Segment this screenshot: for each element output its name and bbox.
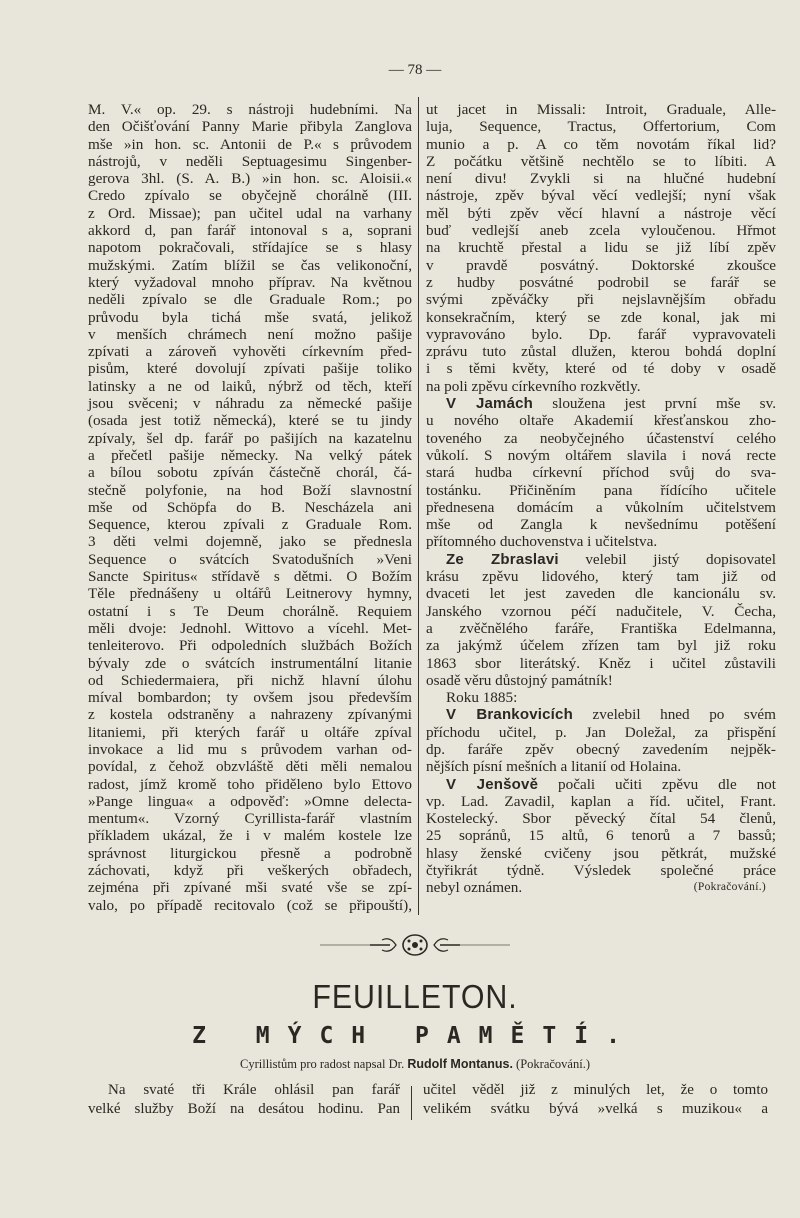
- text-line: průvodu byla tichá mše svatá, jelikož: [88, 308, 412, 326]
- text-line: [426, 136, 776, 153]
- text-line: [426, 378, 776, 395]
- line-text: stará hudba církevní příchod svůj do sva-: [426, 464, 776, 482]
- text-line: příkladem ukázal, že i v malém kostele lze: [88, 827, 412, 845]
- line-text: počali učiti zpěvu dle not: [538, 775, 776, 793]
- line-text: buď vedlejší aneb zcela vyloučenou. Hřmot: [426, 222, 776, 240]
- line-text: 1863 sbor literátský. Kněz i učitel zůstavili: [426, 654, 776, 672]
- text-line: v menších chrámech není možno pašije: [88, 325, 412, 343]
- text-line: neděli zpívalo se dle Graduale Rom.; po: [88, 291, 412, 309]
- line-text: 25 sopránů, 15 altů, 6 tenorů a 7 bassů;: [426, 827, 776, 845]
- page-number: — 78 —: [388, 62, 442, 78]
- text-line: [426, 620, 776, 637]
- text-line: radost, jímž kromě toho přiděleno bylo Ettovo: [88, 775, 412, 793]
- text-line: [426, 309, 776, 326]
- text-line: (osada jest totiž německá), které se tu jindy: [88, 412, 412, 430]
- line-text: zprávu tuto zůstal dlužen, kterou bohdá doplní: [426, 343, 776, 361]
- text-line: latinsky a ne od laiků, nýbrž od těch, kteří: [88, 377, 412, 395]
- text-line: [426, 430, 776, 447]
- text-line: akkord d, pan farář intonoval s a, soprani: [88, 222, 412, 240]
- line-text: luja, Sequence, Tractus, Offertorium, Com: [426, 118, 776, 136]
- text-line: bývaly zde o svátcích instrumentální litanie: [88, 654, 412, 672]
- text-line: zpívaly, šel dp. farář po pašijích na kazatelnu: [88, 429, 412, 447]
- text-line: litaniemi, při kterých farář u oltáře zpíval: [88, 723, 412, 741]
- text-line: [426, 845, 776, 862]
- line-text: přednesena domácím a vůkolním učitelstvem: [426, 498, 776, 516]
- feuilleton-column-divider: [411, 1086, 412, 1120]
- line-text: nějších písní mešních a litanií od Holaina.: [426, 758, 682, 776]
- text-line: a bílou sobotu zpíván částečně chorál, čá-: [88, 464, 412, 482]
- line-text: v pravdě posvátný. Doktorské zkoušce: [426, 256, 776, 274]
- text-line: zejména při zpívané mši svaté vše se zpí-: [88, 879, 412, 897]
- text-line: [426, 412, 776, 429]
- line-text: Kostelecký. Sbor pěvecký čítal 54 členů,: [426, 810, 776, 828]
- line-text: Janského vzornou péčí nadučitele, V. Čecha,: [426, 602, 776, 620]
- text-line: Na svaté tři Krále ohlásil pan farář: [108, 1082, 400, 1098]
- right-column: [426, 101, 776, 897]
- text-line: mentum«. Vzorný Cyrillista-farář vlastním: [88, 810, 412, 828]
- line-text: osadě věru důstojný památník!: [426, 671, 613, 689]
- text-line: jsou svěceni; v náhradu za německé pašije: [88, 395, 412, 413]
- line-text: z hudby posvátné podrobil se farář se: [426, 273, 776, 291]
- line-text: zvelebil hned po svém: [572, 706, 776, 724]
- text-line: [426, 482, 776, 499]
- line-text: konsekračním, který se zde konal, jak mi: [426, 308, 776, 326]
- text-line: z kostela odstraněny a nahrazeny zpívanými: [88, 706, 412, 724]
- text-line: den Očišťování Panny Marie přibyla Zanglova: [88, 118, 412, 136]
- text-line: [426, 222, 776, 239]
- line-text: mše od Zangla k nevšednímu potěšení: [426, 516, 776, 534]
- column-divider: [418, 97, 419, 915]
- byline-text: Cyrillistům pro radost napsal Dr.: [240, 1057, 408, 1071]
- text-line: učitel věděl již z minulých let, že o tomto: [423, 1082, 768, 1098]
- text-line: Těle přednášeny u oltářů Leitnerovy hymny,: [88, 585, 412, 603]
- line-text: u nového oltaře Akademií křesťanskou zho-: [426, 412, 776, 430]
- line-text: není divu! Zvykli si na hlučné hudební: [426, 170, 776, 188]
- line-text: na kruchtě přestal a lidu se již líbí zpěv: [426, 239, 776, 257]
- text-line: zpívati a zároveň vyhověti církevním před-: [88, 343, 412, 361]
- text-line: stečně polyfonie, na hod Boží slavnostní: [88, 481, 412, 499]
- text-line: M. V.« op. 29. s nástroji hudebními. Na: [88, 101, 412, 118]
- line-text: i s těmi květy, které od té doby v osadě: [426, 360, 776, 378]
- feuilleton-left-column: [88, 1081, 400, 1119]
- line-text: svými zpěváčky při nejslavnějším obřadu: [426, 291, 776, 309]
- text-line: [426, 239, 776, 256]
- text-line: [426, 637, 776, 654]
- line-text: tostánku. Přičiněním pana řídícího učitele: [426, 481, 776, 499]
- feuilleton-right-column: [423, 1081, 768, 1119]
- text-line: [426, 153, 776, 170]
- text-line: [426, 568, 776, 585]
- text-line: který vyžadoval mnoho příprav. Na květnou: [88, 273, 412, 291]
- line-text: za jakýmž účelem zřízen tam byl již roku: [426, 637, 776, 655]
- text-line: velikém svátku bývá »velká s muzikou« a: [423, 1101, 768, 1117]
- line-text: dvaceti let jest zaveden dle kancionálu sv.: [426, 585, 776, 603]
- text-line: Credo zpívalo se obyčejně chorálně (III.: [88, 187, 412, 205]
- text-line: [426, 862, 776, 879]
- text-line: [426, 326, 776, 343]
- place-heading: V Jamách: [446, 395, 534, 413]
- author-name: Rudolf Montanus.: [407, 1057, 513, 1071]
- text-line: [426, 879, 776, 896]
- text-line: z Ord. Missae); pan učitel udal na varhany: [88, 204, 412, 222]
- text-line: [426, 810, 776, 827]
- text-line: invokace a lid mu s průvodem varhan od-: [88, 740, 412, 758]
- text-line: [426, 603, 776, 620]
- line-text: vp. Lad. Zavadil, kaplan a říd. učitel, Frant.: [426, 792, 776, 810]
- place-heading: Ze Zbraslavi: [446, 550, 559, 568]
- line-text: příchodu učitel, p. Jan Doležal, za přispění: [426, 723, 776, 741]
- text-line: tenleiterovo. Při odpoledních službách Božích: [88, 637, 412, 655]
- text-line: gerova 3hl. (S. A. B.) »in hon. sc. Aloisii.«: [88, 170, 412, 188]
- text-line: [426, 533, 776, 550]
- text-line: [426, 585, 776, 602]
- line-text: munio a p. A co těm novotám říkal lid?: [426, 135, 776, 153]
- line-text: vůkolí. S novým oltářem slavila i nová recte: [426, 446, 776, 464]
- text-line: [426, 776, 776, 793]
- text-line: [426, 499, 776, 516]
- text-line: povídal, z čehož obzvláště děti měli nemalou: [88, 758, 412, 776]
- line-text: čtyřikrát týdně. Výsledek společné práce: [426, 862, 776, 880]
- line-text: toveného za neobyčejného účastenství celého: [426, 429, 776, 447]
- text-line: [426, 464, 776, 481]
- byline: [0, 1057, 800, 1072]
- line-text: hlasy ženské cvičeny jsou pětkrát, mužské: [426, 844, 776, 862]
- text-line: [426, 724, 776, 741]
- line-text: ut jacet in Missali: Introit, Graduale, Alle-: [426, 101, 776, 118]
- text-line: měli dvoje: Jednohl. Wittovo a vícehl. Met-: [88, 619, 412, 637]
- place-heading: V Jenšově: [446, 775, 539, 793]
- line-text: nástroje, zpěv býval věcí vedlejší; nyní však: [426, 187, 776, 205]
- text-line: míval bombardon; ty ovšem jsou především: [88, 689, 412, 707]
- text-line: Sancte Spiritus« střídavě s dětmi. O Božím: [88, 568, 412, 586]
- line-text: velebil jistý dopisovatel: [558, 550, 776, 568]
- text-line: [426, 827, 776, 844]
- text-line: [426, 793, 776, 810]
- line-text: Z počátku většině nechtělo se to líbiti. A: [426, 152, 776, 170]
- line-text: vypravováno bylo. Dp. farář vypravovateli: [426, 325, 776, 343]
- text-line: [426, 741, 776, 758]
- text-line: nástrojů, v neděli Septuagesimu Singenber-: [88, 152, 412, 170]
- line-text: přítomného duchovenstva i učitelstva.: [426, 533, 658, 551]
- text-line: valo, po případě recitovalo (což se připouští),: [88, 896, 412, 914]
- article-title: Z MÝCH PAMĚTÍ.: [192, 1023, 638, 1049]
- text-line: mužskými. Zatím blížil se čas velikonoční,: [88, 256, 412, 274]
- text-line: velké služby Boží na desátou hodinu. Pan: [88, 1101, 400, 1117]
- left-column: [88, 101, 412, 914]
- text-line: [426, 257, 776, 274]
- text-line: Sequence, kterou zpívali z Graduale Rom.: [88, 516, 412, 534]
- text-line: [426, 118, 776, 135]
- text-line: mše »in hon. sc. Antonii de P.« s průvodem: [88, 135, 412, 153]
- text-line: [426, 655, 776, 672]
- line-text: nebyl oznámen.: [426, 879, 523, 897]
- text-line: [426, 205, 776, 222]
- text-line: [426, 170, 776, 187]
- text-line: napotom pokračovali, střídajíce se s hlasy: [88, 239, 412, 257]
- text-line: [426, 551, 776, 568]
- line-text: krásu zpěvu lidového, který tam již od: [426, 568, 776, 586]
- line-text: a zvěčnělého faráře, Františka Edelmanna,: [426, 619, 776, 637]
- text-line: a přečetl pašije německy. Na velký pátek: [88, 446, 412, 464]
- text-line: Sequence o svátcích Svatodušních »Veni: [88, 550, 412, 568]
- line-text: sloužena jest první mše sv.: [533, 395, 776, 413]
- text-line: [426, 274, 776, 291]
- line-text: měl býti zpěv věcí hlavní a nástroje věcí: [426, 204, 776, 222]
- text-line: mše od Schöpfa do B. Nescházela ani: [88, 498, 412, 516]
- text-line: »Pange lingua« a odpověď: »Omne delecta-: [88, 792, 412, 810]
- text-line: [426, 187, 776, 204]
- text-line: [426, 291, 776, 308]
- ornament-divider-icon: [320, 932, 510, 958]
- text-line: záchovati, když při veškerých obřadech,: [88, 862, 412, 880]
- text-line: [426, 672, 776, 689]
- text-line: správnost liturgickou přesně a podrobně: [88, 844, 412, 862]
- continued-note: (Pokračování.): [693, 881, 766, 894]
- text-line: [426, 447, 776, 464]
- text-line: ostatní i s Te Deum chorálně. Requiem: [88, 602, 412, 620]
- continued-note: (Pokračování.): [512, 1057, 590, 1071]
- text-line: [426, 516, 776, 533]
- text-line: [426, 689, 776, 706]
- text-line: [426, 706, 776, 723]
- section-title: FEUILLETON.: [312, 978, 518, 1015]
- text-line: pisům, které dovolují zpívati pašije toliko: [88, 360, 412, 378]
- text-line: [426, 758, 776, 775]
- text-line: [426, 343, 776, 360]
- place-heading: V Brankovicích: [446, 706, 573, 724]
- line-text: dp. faráře zpěv obecný zavedením nejpěk-: [426, 740, 776, 758]
- text-line: 3 děti velmi dojemně, jako se přednesla: [88, 533, 412, 551]
- line-text: Roku 1885:: [446, 689, 518, 707]
- line-text: na poli zpěvu církevního rozkvětly.: [426, 377, 641, 395]
- text-line: [426, 395, 776, 412]
- text-line: od Schiedermaiera, při nichž hlavní úlohu: [88, 671, 412, 689]
- text-line: [426, 101, 776, 118]
- text-line: [426, 360, 776, 377]
